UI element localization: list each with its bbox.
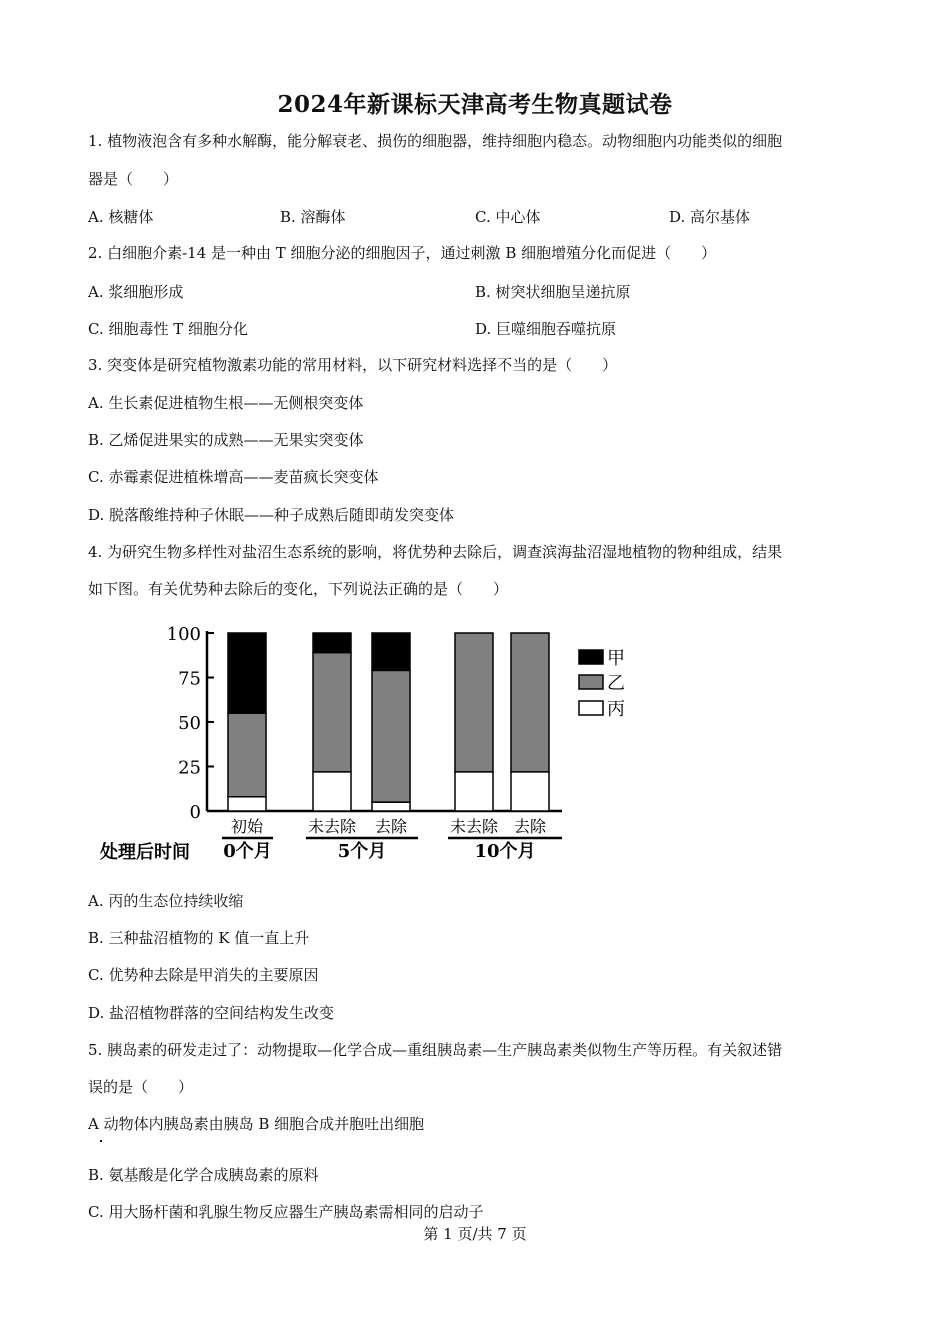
bar-segment [313,653,351,772]
q4-stem-line1: 4. 为研究生物多样性对盐沼生态系统的影响，将优势种去除后，调查滨海盐沼湿地植物的物种组成，结果 [88,543,783,561]
x-category-label: 未去除 [449,817,499,836]
q2-stem: 2. 白细胞介素-14 是一种由 T 细胞分泌的细胞因子，通过刺激 B 细胞增殖分化而促进（ ） [88,244,717,262]
q5-option-b[interactable]: B. 氨基酸是化学合成胰岛素的原料 [88,1166,319,1184]
bar-segment [313,633,351,653]
q5-stem-line2: 误的是（ ） [88,1078,194,1096]
y-tick-label: 0 [189,802,201,823]
q5-option-a[interactable]: A 动物体内胰岛素由胰岛 B 细胞合成并胞吐出细胞 [88,1115,425,1133]
bar-segment [228,797,266,811]
legend-label: 丙 [607,699,625,720]
q1-stem-line2: 器是（ ） [88,170,179,188]
q1-stem-line1: 1. 植物液泡含有多种水解酶，能分解衰老、损伤的细胞器，维持细胞内稳态。动物细胞内功能类似的细胞 [88,132,783,150]
q4-option-b[interactable]: B. 三种盐沼植物的 K 值一直上升 [88,929,310,947]
q1-option-a[interactable]: A. 核糖体 [88,208,154,226]
q3-option-d[interactable]: D. 脱落酸维持种子休眠——种子成熟后随即萌发突变体 [88,506,455,524]
bar-segment [228,633,266,713]
species-composition-chart [0,615,950,880]
page-title: 2024年新课标天津高考生物真题试卷 [277,91,673,118]
stray-dot [100,1140,102,1142]
y-tick-label: 50 [178,713,201,734]
x-category-label: 去除 [513,817,547,836]
bar-segment [372,670,410,802]
q1-option-d[interactable]: D. 高尔基体 [669,208,751,226]
legend-swatch [579,675,603,689]
y-tick-label: 100 [166,624,201,645]
bar-segment [372,802,410,811]
x-category-label: 初始 [230,817,264,836]
bar-segment [313,772,351,811]
q4-stem-line2: 如下图。有关优势种去除后的变化，下列说法正确的是（ ） [88,580,509,598]
q4-option-d[interactable]: D. 盐沼植物群落的空间结构发生改变 [88,1004,335,1022]
group-label: 10个月 [474,841,536,862]
page-footer: 第 1 页/共 7 页 [423,1225,527,1243]
q3-option-a[interactable]: A. 生长素促进植物生根——无侧根突变体 [88,394,364,412]
q2-option-a[interactable]: A. 浆细胞形成 [88,283,184,301]
x-category-label: 去除 [374,817,408,836]
q2-option-c[interactable]: C. 细胞毒性 T 细胞分化 [88,320,249,338]
q3-option-c[interactable]: C. 赤霉素促进植株增高——麦苗疯长突变体 [88,468,379,486]
bar-segment [511,772,549,811]
group-label: 5个月 [337,841,387,862]
y-tick-label: 75 [178,668,201,690]
legend-label: 甲 [607,648,625,669]
q1-option-b[interactable]: B. 溶酶体 [280,208,346,226]
bar-segment [228,713,266,797]
bar-segment [455,772,493,811]
legend-swatch [579,701,603,715]
q5-stem-line1: 5. 胰岛素的研发走过了：动物提取—化学合成—重组胰岛素—生产胰岛素类似物生产等历程。有关叙述错 [88,1041,783,1059]
x-axis-title: 处理后时间 [100,842,190,863]
q4-option-c[interactable]: C. 优势种去除是甲消失的主要原因 [88,966,319,984]
q4-option-a[interactable]: A. 丙的生态位持续收缩 [88,892,244,910]
bar-segment [455,633,493,772]
legend-swatch [579,650,603,664]
x-category-label: 未去除 [307,817,357,836]
bar-segment [372,633,410,670]
q2-option-b[interactable]: B. 树突状细胞呈递抗原 [475,283,631,301]
group-label: 0个月 [223,841,272,862]
y-tick-label: 25 [178,757,201,779]
q2-option-d[interactable]: D. 巨噬细胞吞噬抗原 [475,320,617,338]
q5-option-c[interactable]: C. 用大肠杆菌和乳腺生物反应器生产胰岛素需相同的启动子 [88,1203,484,1221]
q3-stem: 3. 突变体是研究植物激素功能的常用材料，以下研究材料选择不当的是（ ） [88,356,618,374]
q3-option-b[interactable]: B. 乙烯促进果实的成熟——无果实突变体 [88,431,364,449]
legend-label: 乙 [607,673,625,694]
q1-option-c[interactable]: C. 中心体 [475,208,541,226]
bar-segment [511,633,549,772]
